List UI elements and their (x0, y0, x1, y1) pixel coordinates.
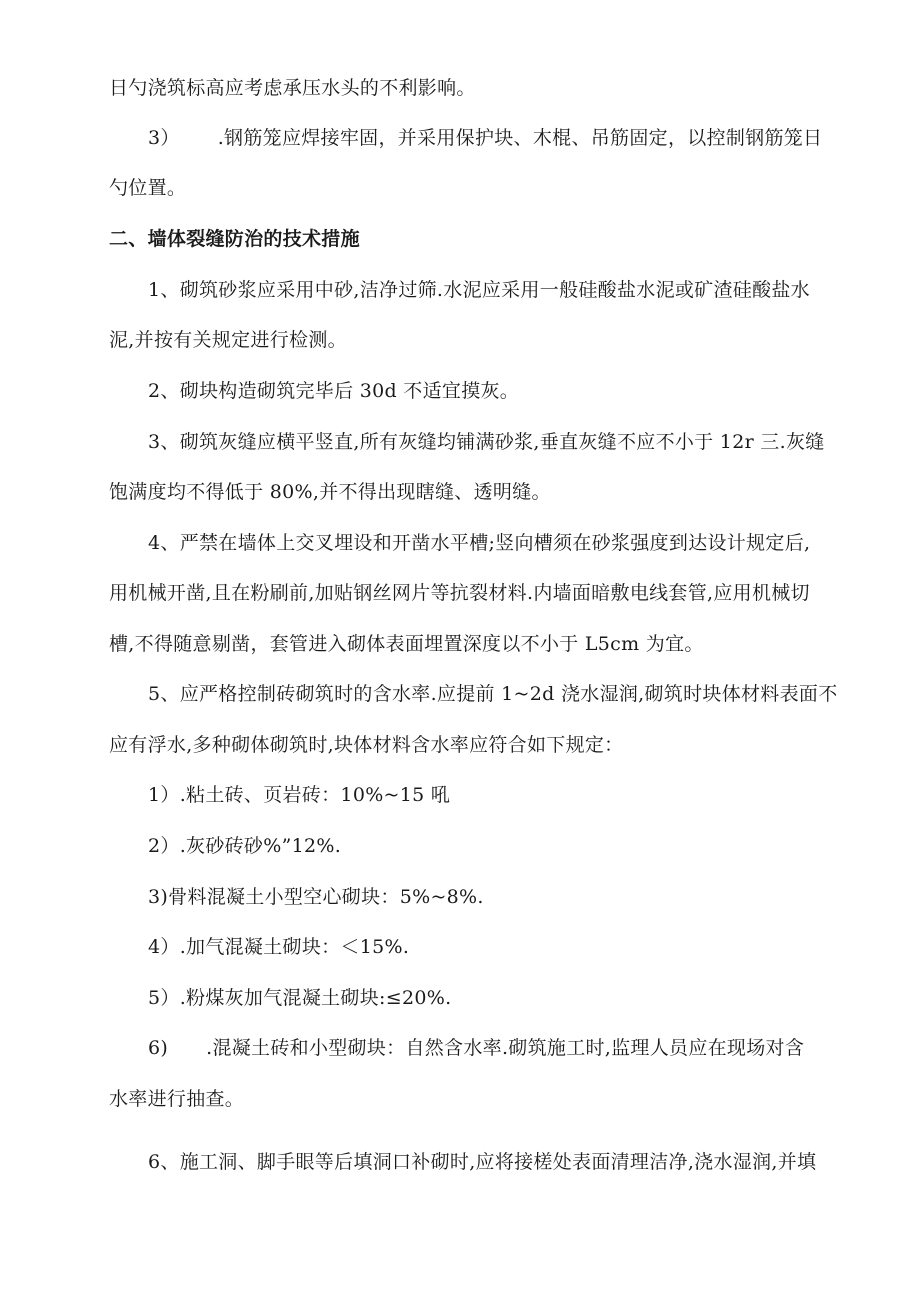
heading-text: 二、墙体裂缝防治的技术措施 (109, 228, 360, 250)
line-text: 5）.粉煤灰加气混凝土砌块:≤20%. (148, 987, 452, 1009)
line-text: 水率进行抽查。 (109, 1088, 245, 1110)
line-text: 5、应严格控制砖砌筑时的含水率.应提前 1~2d 浇水湿润,砌筑时块体材料表面不 (148, 683, 838, 705)
paragraph-line (148, 430, 825, 454)
paragraph-line (109, 632, 704, 656)
paragraph-line (109, 1087, 244, 1111)
line-text: 3、砌筑灰缝应横平竖直,所有灰缝均铺满砂浆,垂直灰缝不应不小于 12r 三.灰缝 (148, 431, 825, 453)
list-item (148, 783, 450, 807)
line-text: 2、砌块构造砌筑完毕后 30d 不适宜摸灰。 (148, 380, 520, 402)
paragraph-line (148, 1150, 816, 1174)
paragraph-line (109, 581, 810, 605)
line-text: 勺位置。 (109, 177, 187, 199)
line-text: 泥,并按有关规定进行检测。 (109, 329, 347, 351)
paragraph-line (109, 328, 347, 352)
line-text: .混凝土砖和小型砌块：自然含水率.砌筑施工时,监理人员应在现场对含 (206, 1037, 805, 1059)
list-item (148, 1036, 804, 1060)
line-text: 3)骨料混凝土小型空心砌块：5%~8%. (148, 886, 484, 908)
list-number: 6) (148, 1037, 169, 1059)
line-text: 槽,不得随意剔凿，套管进入砌体表面埋置深度以不小于 L5cm 为宜。 (109, 633, 704, 655)
list-item (148, 935, 409, 959)
line-text: 2）.灰砂砖砂%”12%. (148, 835, 342, 857)
list-item (148, 885, 484, 909)
paragraph-line (148, 531, 810, 555)
list-item (148, 986, 451, 1010)
line-text: 1、砌筑砂浆应采用中砂,洁净过筛.水泥应采用一般硅酸盐水泥或矿渣硅酸盐水 (148, 279, 810, 301)
line-text: .钢筋笼应焊接牢固，并采用保护块、木棍、吊筋固定，以控制钢筋笼日 (217, 127, 823, 149)
line-text: 应有浮水,多种砌体砌筑时,块体材料含水率应符合如下规定： (109, 734, 624, 756)
line-text: 6、施工洞、脚手眼等后填洞口补砌时,应将接槎处表面清理洁净,浇水湿润,并填 (148, 1151, 817, 1173)
section-heading (109, 227, 360, 251)
paragraph-line (109, 480, 551, 504)
paragraph-line (109, 733, 623, 757)
line-text: 日勺浇筑标高应考虑承压水头的不利影响。 (109, 77, 476, 99)
paragraph-line (109, 176, 186, 200)
line-text: 1）.粘土砖、页岩砖：10%~15 吼 (148, 784, 451, 806)
line-text: 4、严禁在墙体上交叉埋设和开凿水平槽;竖向槽须在砂浆强度到达设计规定后, (148, 532, 811, 554)
line-text: 用机械开凿,且在粉刷前,加贴钢丝网片等抗裂材料.内墙面暗敷电线套管,应用机械切 (109, 582, 810, 604)
paragraph-line (148, 379, 519, 403)
paragraph-line (148, 682, 838, 706)
line-text: 饱满度均不得低于 80%,并不得出现瞎缝、透明缝。 (109, 481, 551, 503)
paragraph-line (109, 76, 476, 100)
list-number: 3） (148, 127, 180, 149)
paragraph-line (148, 278, 810, 302)
list-item (148, 834, 341, 858)
paragraph-line (148, 126, 822, 150)
line-text: 4）.加气混凝土砌块：＜15%. (148, 936, 410, 958)
